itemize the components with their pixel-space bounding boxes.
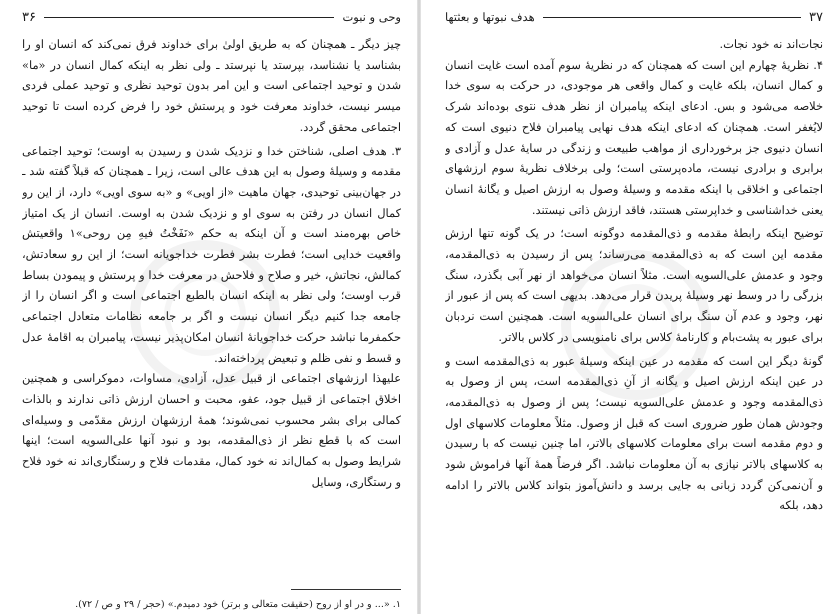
page-number: ۳۷ — [809, 9, 823, 25]
paragraph: ۳. هدف اصلی، شناختن خدا و نزدیک شدن و رسیدن به اوست؛ توحید اجتماعی مقدمه و وسیلهٔ وصول به این هدف عالی است، زیرا ـ همچنان که قبلاً گفته شد ـ در جهان‌بینی توحیدی، جهان ماهیت «از اویی» و «به سوی اویی» دارد، از این رو کمال انسان در رفتن به سوی او و نزدیک شدن به اوست. انسان از یک امتیاز خاص بهره‌مند است و آن اینکه به حکم «نَفَخْتُ فیهِ مِن روحی»۱ واقعیتش واقعیت خدایی است؛ فطرت بشر فطرت خداجویانه است؛ از این رو سعادتش، کمالش، نجاتش، خیر و صلاح و فلاحش در معرفت خدا و پرستش و پیمودن بساط قرب اوست؛ ولی نظر به اینکه انسان بالطبع اجتماعی است و اگر انسان را از جامعه جدا کنیم دیگر انسان نیست و اگر بر جامعه نظامات متعادل اجتماعی حکمفرما نباشد حرکت خداجویانهٔ انسان امکان‌پذیر نیست، پیامبران به اقامهٔ عدل و قسط و نفی ظلم و تبعیض پرداخته‌اند. — [22, 143, 401, 365]
paragraph: علیهذا ارزشهای اجتماعی از قبیل عدل، آزادی، مساوات، دموکراسی و همچنین اخلاق اجتماعی از قبیل جود، عفو، محبت و احسان ارزش ذاتی ندارند و بالذات کمالی برای بشر محسوب نمی‌شوند؛ همهٔ ارزشهان ارزش مقدّمی و وسیله‌ای است که با قطع نظر از ذی‌المقدمه، بود و نبود آنها علی‌السویه است؛ اینها شرایط وصول به کمال‌اند نه خود کمال، مقدمات فلاح و رستگاری‌اند نه خود فلاح و رستگاری، وسایل — [22, 371, 401, 489]
left-page — [0, 0, 417, 614]
right-page-header — [445, 8, 823, 26]
footnote-rule — [291, 589, 401, 590]
running-title: وحی و نبوت — [342, 10, 401, 24]
paragraph: توضیح اینکه رابطهٔ مقدمه و ذی‌المقدمه دوگونه است؛ در یک گونه تنها ارزش مقدمه این است که به ذی‌المقدمه می‌رساند؛ پس از رسیدن به ذی‌المقدمه، وجود و عدمش علی‌السویه است. مثلاً انسان می‌خواهد از نهر آبی بگذرد، سنگ بزرگی را در وسط نهر وسیلهٔ پریدن قرار می‌دهد. بدیهی است که پس از عبور از نهر، وجود و عدم آن سنگ برای انسان علی‌السویه است. همچنین است نردبان برای عبور به پشت‌بام و کارنامهٔ کلاس برای نامنویسی در کلاس بالاتر. — [445, 226, 823, 344]
running-title: هدف نبوتها و بعثتها — [445, 10, 535, 24]
right-page — [421, 0, 839, 614]
header-rule — [44, 17, 334, 18]
paragraph: گونهٔ دیگر این است که مقدمه در عین اینکه وسیلهٔ عبور به ذی‌المقدمه است و در عین اینکه ارزش اصیل و یگانه از آنِ ذی‌المقدمه است، پس از وصول به ذی‌المقدمه وجود و عدمش علی‌السویه نیست؛ پس از وصول به ذی‌المقدمه، وجودش همان طور ضروری است که قبل از وصول. مثلاً معلومات کلاسهای اول و دوم مقدمه است برای معلومات کلاسهای بالاتر، اما چنین نیست که با رسیدن به کلاسهای بالاتر نیازی به آن معلومات نباشد. اگر فرضاً همهٔ آنها فراموش شود و آن‌نمی‌کن گردد زبانی به جایی برسد و دانش‌آموز بتواند کلاس بالاتر را ادامه دهد، بلکه — [445, 353, 823, 513]
paragraph: نجات‌اند نه خود نجات. — [719, 37, 823, 51]
left-page-body — [22, 34, 401, 578]
right-page-body — [445, 34, 823, 578]
page-number: ۳۶ — [22, 9, 36, 25]
paragraph: چیز دیگر ـ همچنان که به طریق اولیٰ برای خداوند فرق نمی‌کند که انسان او را بشناسد یا نشناسد، بپرستد یا نپرستد ـ ولی نظر به اینکه کمال انسان در «ما» شدن و توحید اجتماعی است و این امر بدون توحید نظری و توحید عملی فردی میسر نیست، خداوند معرفت خود و پرستش خود را فرض کرده است تا توحید اجتماعی محقق گردد. — [22, 37, 401, 134]
left-page-header — [22, 8, 401, 26]
header-rule — [543, 17, 801, 18]
paragraph: ۴. نظریهٔ چهارم این است که همچنان که در نظریهٔ سوم آمده است غایت انسان و کمال انسان، بلکه غایت و کمال واقعی هر موجودی، در حرکت به سوی خدا خلاصه می‌شود و بس. ادعای اینکه پیامبران از نظر هدف نتوی بوده‌اند شرک لایُغفر است. همچنان که ادعای اینکه هدف نهایی پیامبران فلاح دنیوی است که انسان دنیوی جز برخورداری از مواهب طبیعت و زندگی در سایهٔ عدل و آزادی و برابری و برادری نیست، ماده‌پرستی است؛ ولی برخلاف نظریهٔ سوم ارزشهای اجتماعی و اخلاقی با اینکه مقدمه و وسیلهٔ وصول به ارزش اصیل و یگانهٔ انسان یعنی خداشناسی و خداپرستی هستند، فاقد ارزش ذاتی نیستند. — [445, 57, 823, 217]
footnote: ۱. «... و در او از روح (حقیقت متعالی و برتر) خود دمیدم.» (حجر / ۲۹ و ص / ۷۲). — [75, 599, 401, 610]
